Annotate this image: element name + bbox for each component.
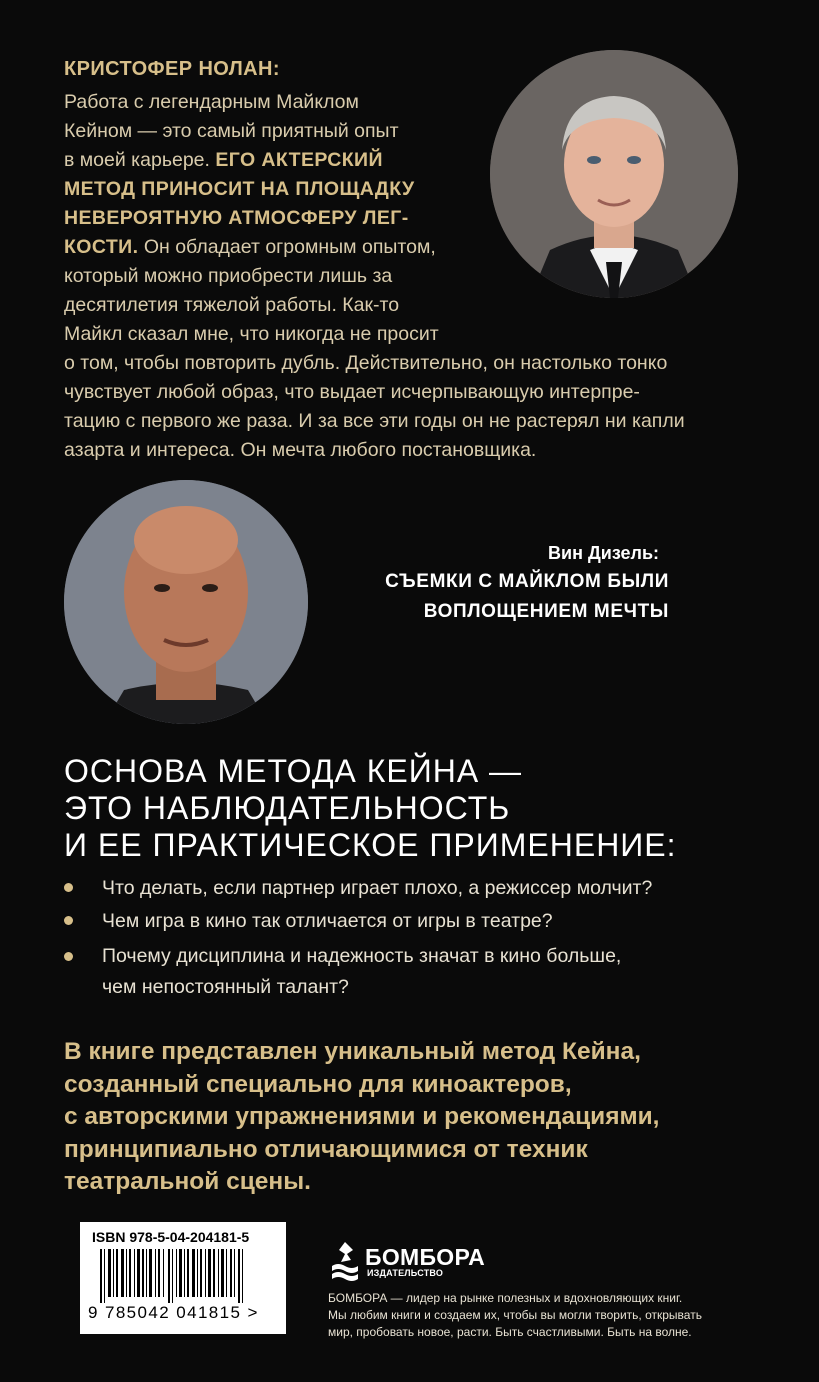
isbn-label: ISBN 978-5-04-204181-5 [92,1229,250,1245]
diesel-name: Вин Дизель: [548,543,660,563]
bombora-logo-icon [328,1240,362,1282]
bullet-item: Почему дисциплина и надежность значат в кино больше, [102,945,622,967]
promo-line: В книге представлен уникальный метод Кейна, [64,1038,641,1065]
bullet-dot [64,952,73,961]
nolan-quote-line: Работа с легендарным Майклом [64,91,359,113]
nolan-quote-text: Он обладает огромным опытом, [138,236,436,258]
nolan-quote-emphasis: МЕТОД ПРИНОСИТ НА ПЛОЩАДКУ [64,178,415,200]
promo-line: созданный специально для киноактеров, [64,1071,572,1098]
publisher-logo-text: БОМБОРА [365,1244,486,1270]
diesel-quote-line: ВОПЛОЩЕНИЕМ МЕЧТЫ [423,601,669,622]
headline-line: ЭТО НАБЛЮДАТЕЛЬНОСТЬ [64,790,511,826]
bullet-dot [64,916,73,925]
nolan-quote-line: Майкл сказал мне, что никогда не просит [64,323,439,345]
nolan-quote-emphasis: НЕВЕРОЯТНУЮ АТМОСФЕРУ ЛЕГ- [64,207,409,229]
nolan-quote-line: десятилетия тяжелой работы. Как-то [64,294,400,316]
nolan-quote-line: азарта и интереса. Он мечта любого постановщика. [64,439,537,461]
nolan-quote-text: в моей карьере. [64,149,216,171]
nolan-quote-line: Кейном — это самый приятный опыт [64,120,399,142]
barcode-bars-icon [92,1249,274,1303]
nolan-portrait [490,50,738,298]
headline-line: И ЕЕ ПРАКТИЧЕСКОЕ ПРИМЕНЕНИЕ: [64,827,677,863]
headline-line: ОСНОВА МЕТОДА КЕЙНА — [64,753,523,789]
nolan-name: КРИСТОФЕР НОЛАН: [64,58,280,80]
nolan-quote-line [64,233,436,262]
promo-line: театральной сцены. [64,1168,311,1195]
nolan-quote-line [64,175,415,204]
publisher-blurb-line: мир, пробовать новое, расти. Быть счастливыми. Быть на волне. [328,1325,692,1339]
nolan-quote-line [64,146,383,175]
diesel-portrait [64,480,308,724]
portrait-illustration [64,480,308,724]
bullet-item: Чем игра в кино так отличается от игры в театре? [102,910,553,932]
publisher-blurb-line: БОМБОРА — лидер на рынке полезных и вдохновляющих книг. [328,1291,683,1305]
publisher-logo-subtitle: ИЗДАТЕЛЬСТВО [367,1268,444,1278]
promo-line: принципиально отличающимися от техник [64,1136,588,1163]
bullet-dot [64,883,73,892]
nolan-quote-line: чувствует любой образ, что выдает исчерпывающую интерпре- [64,381,640,403]
bullet-item: Что делать, если партнер играет плохо, а режиссер молчит? [102,877,653,899]
nolan-quote-line: тацию с первого же раза. И за все эти годы он не растерял ни капли [64,410,685,432]
nolan-quote-emphasis: ЕГО АКТЕРСКИЙ [215,149,383,171]
portrait-illustration [490,50,738,298]
nolan-quote-line: который можно приобрести лишь за [64,265,393,287]
publisher-blurb-line: Мы любим книги и создаем их, чтобы вы могли творить, открывать [328,1308,702,1322]
diesel-quote-line: СЪЕМКИ С МАЙКЛОМ БЫЛИ [385,571,669,592]
barcode-digits: 9 785042 041815 > [88,1303,259,1322]
nolan-quote-emphasis: КОСТИ. [64,236,139,258]
nolan-quote-line [64,204,409,233]
nolan-quote-line: о том, чтобы повторить дубль. Действительно, он настолько тонко [64,352,668,374]
bullet-item-continued: чем непостоянный талант? [102,976,349,998]
promo-line: с авторскими упражнениями и рекомендациями, [64,1103,660,1130]
